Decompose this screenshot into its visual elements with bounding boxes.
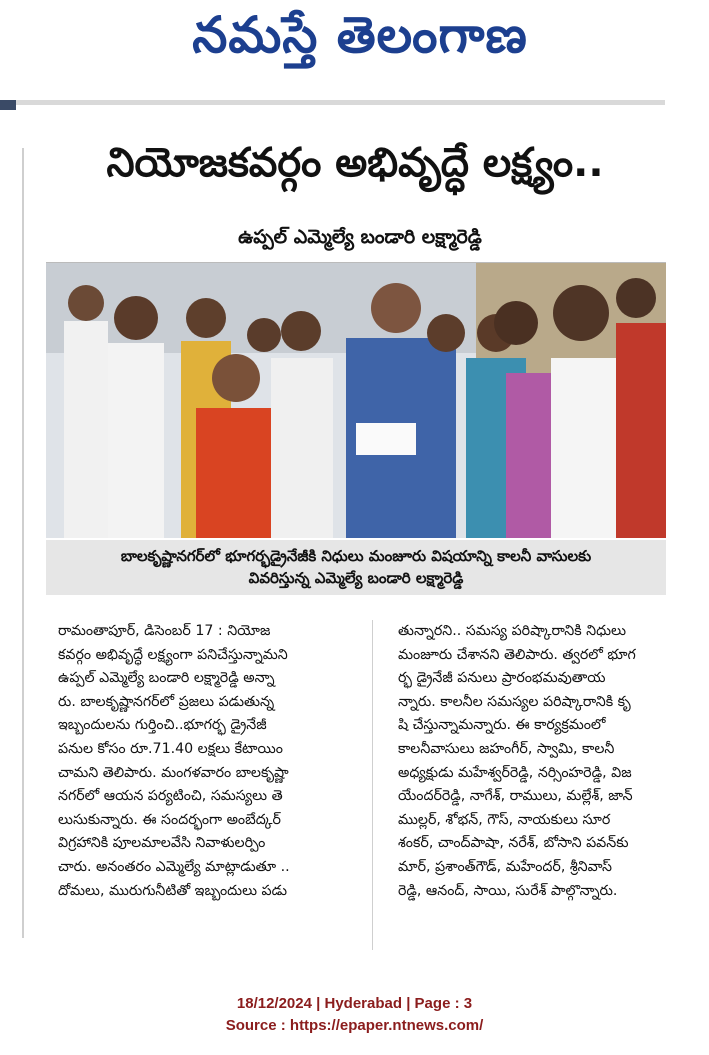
body-text-line: షి చేస్తున్నామన్నారు. ఈ కార్యక్రమంలో — [398, 717, 606, 734]
news-photo — [46, 262, 666, 538]
body-text-line: మంజూరు చేశానని తెలిపారు. త్వరలో భూగ — [398, 646, 636, 663]
masthead-rule-accent — [0, 100, 16, 110]
newspaper-logo-title: నమస్తే తెలంగాణ — [192, 6, 528, 64]
body-text-line: మార్, ప్రశాంత్‌గౌడ్, మహేందర్, శ్రీనివాస్ — [398, 858, 613, 875]
body-text-line: చామని తెలిపారు. మంగళవారం బాలకృష్ణా — [58, 764, 289, 781]
article-body-left-column — [58, 620, 348, 903]
article-headline: నియోజకవర్గం అభివృద్ధే లక్ష్యం.. — [106, 140, 604, 186]
group-photo-illustration — [46, 263, 666, 538]
column-divider — [372, 620, 373, 950]
body-text-line: దోమలు, మురుగునీటితో ఇబ్బందులు పడు — [58, 882, 288, 899]
body-text-line: ముల్లర్, శోభన్, గౌస్, నాయకులు సూర — [398, 811, 611, 828]
article-body-right-column — [398, 620, 688, 903]
body-text-line: ర్భ డ్రైనేజీ పనులు ప్రారంభమవుతాయ — [398, 670, 606, 687]
masthead-rule — [0, 100, 665, 105]
body-text-line: పనుల కోసం రూ.71.40 లక్షలు కేటాయిం — [58, 740, 283, 757]
body-text-line: రు. బాలకృష్ణానగర్‌లో ప్రజలు పడుతున్న — [58, 693, 275, 710]
page-footer — [0, 993, 709, 1037]
body-text-line: లుసుకున్నారు. ఈ సందర్భంగా అంబేద్కర్ — [58, 811, 281, 828]
body-text-line: నగర్‌లో ఆయన పర్యటించి, సమస్యలు తె — [58, 788, 283, 805]
caption-line: బాలకృష్ణానగర్‌లో భూగర్భడ్రైనేజీకి నిధులు మంజూరు విషయాన్ని కాలనీ వాసులకు — [120, 547, 592, 565]
body-text-line: అధ్యక్షుడు మహేశ్వర్‌రెడ్డి, నర్సింహరెడ్డి, విజ — [398, 764, 632, 781]
body-text-line: కాలనీవాసులు జహంగీర్, స్వామి, కాలనీ — [398, 740, 615, 757]
body-text-line: తున్నారని.. సమస్య పరిష్కారానికి నిధులు — [398, 623, 627, 639]
article-left-border — [22, 148, 24, 938]
body-text-line: రామంతాపూర్, డిసెంబర్ 17 : నియోజ — [58, 623, 271, 639]
body-text-line: కవర్గం అభివృద్ధే లక్ష్యంగా పనిచేస్తున్నామని — [58, 646, 288, 663]
body-text-line: విగ్రహానికి పూలమాలవేసి నివాళులర్పిం — [58, 835, 266, 852]
body-text-line: న్నారు. కాలనీల సమస్యల పరిష్కారానికి కృ — [398, 693, 631, 710]
masthead — [0, 0, 709, 100]
footer-source: Source : https://epaper.ntnews.com/ — [225, 1017, 484, 1034]
footer-date-location: 18/12/2024 | Hyderabad | Page : 3 — [236, 995, 473, 1012]
body-text-line: ఉప్పల్ ఎమ్మెల్యే బండారి లక్ష్మారెడ్డి అన్నా — [58, 670, 275, 687]
caption-line: వివరిస్తున్న ఎమ్మెల్యే బండారి లక్ష్మారెడ్డి — [248, 569, 464, 587]
body-text-line: యేందర్‌రెడ్డి, నాగేశ్, రాములు, మల్లేశ్, జాన్ — [398, 788, 633, 805]
body-text-line: ఇబ్బందులను గుర్తించి..భూగర్భ డ్రైనేజీ — [58, 717, 267, 734]
article-subheadline: ఉప్పల్ ఎమ్మెల్యే బండారి లక్ష్మారెడ్డి — [238, 226, 482, 248]
photo-caption — [46, 540, 666, 595]
body-text-line: చారు. అనంతరం ఎమ్మెల్యే మాట్లాడుతూ .. — [58, 858, 290, 875]
body-text-line: శంకర్, చాంద్‌పాషా, నరేశ్, బోసాని పవన్‌కు — [398, 835, 629, 852]
body-text-line: రెడ్డి, ఆనంద్, సాయి, సురేశ్ పాల్గొన్నారు. — [398, 882, 618, 899]
